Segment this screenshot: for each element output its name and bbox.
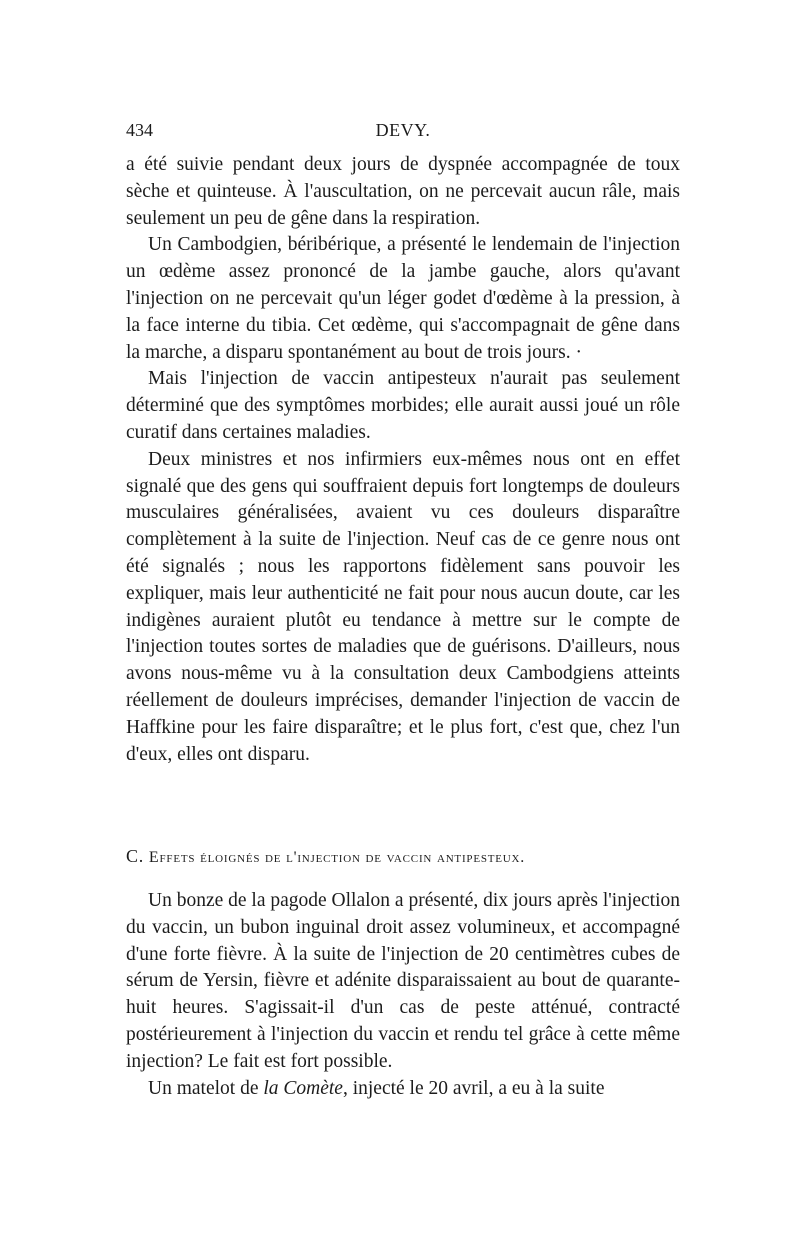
page-number: 434 xyxy=(126,120,153,140)
paragraph xyxy=(126,1076,680,1103)
section-heading xyxy=(126,846,680,867)
page-header xyxy=(126,120,680,144)
paragraph: Mais l'injection de vaccin antipesteux n'aurait pas seulement déterminé que des symptômes morbides; elle aurait aussi joué un rôle curatif dans certaines maladies. xyxy=(126,368,680,443)
paragraph: Un bonze de la pagode Ollalon a présenté, dix jours après l'injection du vaccin, un bubon inguinal droit assez volumineux, et accompagné d'une forte fièvre. À la suite de l'injection de 20 centimètres cubes de sérum de Yersin, fièvre et adénite disparaissaient au bout de quarante-huit heures. S'agissait-il d'un cas de peste atténué, contracté postérieurement à l'injection du vaccin et rendu tel grâce à cette même injection? Le fait est fort possible. xyxy=(126,890,681,1072)
paragraph: a été suivie pendant deux jours de dyspnée accompagnée de toux sèche et quinteuse. À l'auscultation, on ne percevait aucun râle, mais seulement un peu de gêne dans la respiration. xyxy=(126,154,680,229)
section-title: Effets éloignés de l'injection de vaccin antipesteux. xyxy=(148,849,526,866)
paragraph-text: Un matelot de xyxy=(148,1077,264,1099)
running-title: DEVY. xyxy=(375,120,431,140)
ship-name: la Comète xyxy=(263,1077,343,1099)
paragraph: Un Cambodgien, béribérique, a présenté le lendemain de l'injection un œdème assez prononcé de la jambe gauche, alors qu'avant l'injection on ne percevait qu'un léger godet d'œdème à la pression, à la face interne du tibia. Cet œdème, qui s'accompagnait de gêne dans la marche, a disparu spontanément au bout de trois jours. · xyxy=(126,234,680,363)
paragraph: Deux ministres et nos infirmiers eux-mêmes nous ont en effet signalé que des gens qui souffraient depuis fort longtemps de douleurs musculaires généralisées, avaient vu ces douleurs disparaître complètement à la suite de l'injection. Neuf cas de ce genre nous ont été signalés ; nous les rapportons fidèlement sans pouvoir les expliquer, mais leur authenticité ne fait pour nous aucun doute, car les indigènes auraient plutôt eu tendance à mettre sur le compte de l'injection toutes sortes de maladies que de guérisons. D'ailleurs, nous avons nous-même vu à la consultation deux Cambodgiens atteints réellement de douleurs imprécises, demander l'injection de vaccin de Haffkine pour les faire disparaître; et le plus fort, c'est que, chez l'un d'eux, elles ont disparu. xyxy=(126,448,680,765)
body-text-top xyxy=(126,152,680,768)
paragraph-text: , injecté le 20 avril, a eu à la suite xyxy=(342,1077,605,1099)
body-text-bottom xyxy=(126,888,680,1102)
section-label: C. xyxy=(126,846,145,866)
